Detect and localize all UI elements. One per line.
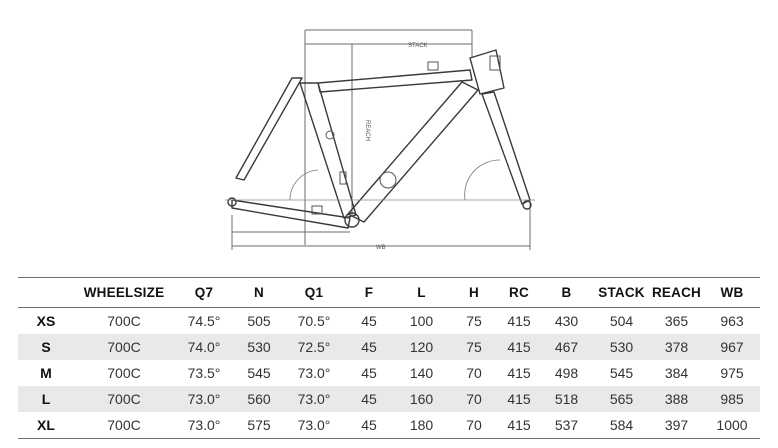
size-label: S <box>18 334 74 360</box>
column-header: L <box>394 278 449 308</box>
table-cell: 73.0° <box>174 386 234 412</box>
stack-dimension-label: STACK <box>408 43 428 49</box>
table-cell: 70.5° <box>297 313 331 329</box>
table-cell: 384 <box>664 365 689 381</box>
head-angle-arc <box>465 160 500 200</box>
column-header: Q7 <box>174 278 234 308</box>
seat-stay <box>236 78 302 180</box>
table-cell: 45 <box>344 412 394 439</box>
table-cell: 415 <box>507 365 531 381</box>
table-cell: 388 <box>649 386 704 412</box>
table-cell: 963 <box>720 313 744 329</box>
table-cell: 70 <box>466 365 482 381</box>
down-tube <box>348 82 478 222</box>
geometry-table <box>18 277 760 439</box>
table-cell: 73.5° <box>187 365 221 381</box>
table-cell: 74.0° <box>174 334 234 360</box>
table-cell: 700C <box>74 412 174 439</box>
table-cell: 505 <box>247 313 271 329</box>
table-cell: 985 <box>704 386 760 412</box>
table-cell: 518 <box>539 386 594 412</box>
table-cell: 415 <box>499 334 539 360</box>
size-label: L <box>18 386 74 412</box>
table-cell: 700C <box>74 386 174 412</box>
table-cell: 1000 <box>704 412 760 439</box>
table-cell: 73.0° <box>174 412 234 439</box>
table-cell: 75 <box>449 334 499 360</box>
wb-dimension-label: WB <box>376 245 386 251</box>
column-header <box>18 278 74 308</box>
table-cell: 498 <box>554 365 579 381</box>
table-cell: 415 <box>499 386 539 412</box>
table-cell: 378 <box>649 334 704 360</box>
table-cell: 140 <box>409 365 434 381</box>
table-cell: 397 <box>649 412 704 439</box>
table-cell: 545 <box>247 365 271 381</box>
table-row <box>18 412 760 439</box>
table-cell: 70 <box>449 412 499 439</box>
table-cell: 75 <box>466 313 482 329</box>
table-cell: 545 <box>609 365 634 381</box>
table-cell: 70 <box>449 386 499 412</box>
column-header: Q1 <box>284 278 344 308</box>
table-cell: 180 <box>394 412 449 439</box>
seat-tube <box>300 83 356 218</box>
table-cell: 415 <box>507 313 531 329</box>
table-row <box>18 308 760 335</box>
reach-dimension-label: REACH <box>364 120 370 142</box>
chain-stay <box>232 200 350 228</box>
table-cell: 73.0° <box>284 386 344 412</box>
table-row <box>18 334 760 360</box>
column-header: B <box>539 278 594 308</box>
table-cell: 72.5° <box>284 334 344 360</box>
size-label: XS <box>36 313 56 329</box>
table-cell: 504 <box>609 313 634 329</box>
table-cell: 415 <box>499 412 539 439</box>
table-cell: 975 <box>720 365 744 381</box>
table-cell: 967 <box>704 334 760 360</box>
head-tube <box>470 50 504 94</box>
table-cell: 45 <box>361 365 377 381</box>
table-cell: 584 <box>594 412 649 439</box>
table-cell: 530 <box>234 334 284 360</box>
column-header: F <box>344 278 394 308</box>
seat-angle-arc <box>290 170 318 200</box>
table-cell: 45 <box>344 334 394 360</box>
column-header: REACH <box>649 278 704 308</box>
table-cell: 45 <box>344 386 394 412</box>
table-cell: 700C <box>74 334 174 360</box>
table-header-row <box>18 278 760 308</box>
column-header: WB <box>704 278 760 308</box>
table-cell: 537 <box>539 412 594 439</box>
table-row <box>18 386 760 412</box>
table-cell: 530 <box>594 334 649 360</box>
table-cell: 700C <box>107 365 141 381</box>
table-cell: 45 <box>361 313 377 329</box>
size-label: M <box>40 365 52 381</box>
column-header: H <box>449 278 499 308</box>
top-tube <box>318 70 472 92</box>
table-cell: 100 <box>409 313 434 329</box>
table-cell: 73.0° <box>297 365 331 381</box>
column-header: WHEELSIZE <box>74 278 174 308</box>
table-cell: 160 <box>394 386 449 412</box>
table-cell: 575 <box>234 412 284 439</box>
column-header: N <box>234 278 284 308</box>
table-cell: 467 <box>539 334 594 360</box>
table-cell: 120 <box>394 334 449 360</box>
table-row <box>18 360 760 386</box>
table-cell: 700C <box>107 313 141 329</box>
table-cell: 560 <box>234 386 284 412</box>
table-cell: 365 <box>664 313 689 329</box>
table-cell: 73.0° <box>284 412 344 439</box>
table-cell: 74.5° <box>187 313 221 329</box>
fork <box>482 92 530 204</box>
size-label: XL <box>18 412 74 439</box>
column-header: RC <box>499 278 539 308</box>
bottom-bracket <box>345 213 359 227</box>
table-cell: 565 <box>594 386 649 412</box>
table-cell: 430 <box>554 313 579 329</box>
column-header: STACK <box>594 278 649 308</box>
